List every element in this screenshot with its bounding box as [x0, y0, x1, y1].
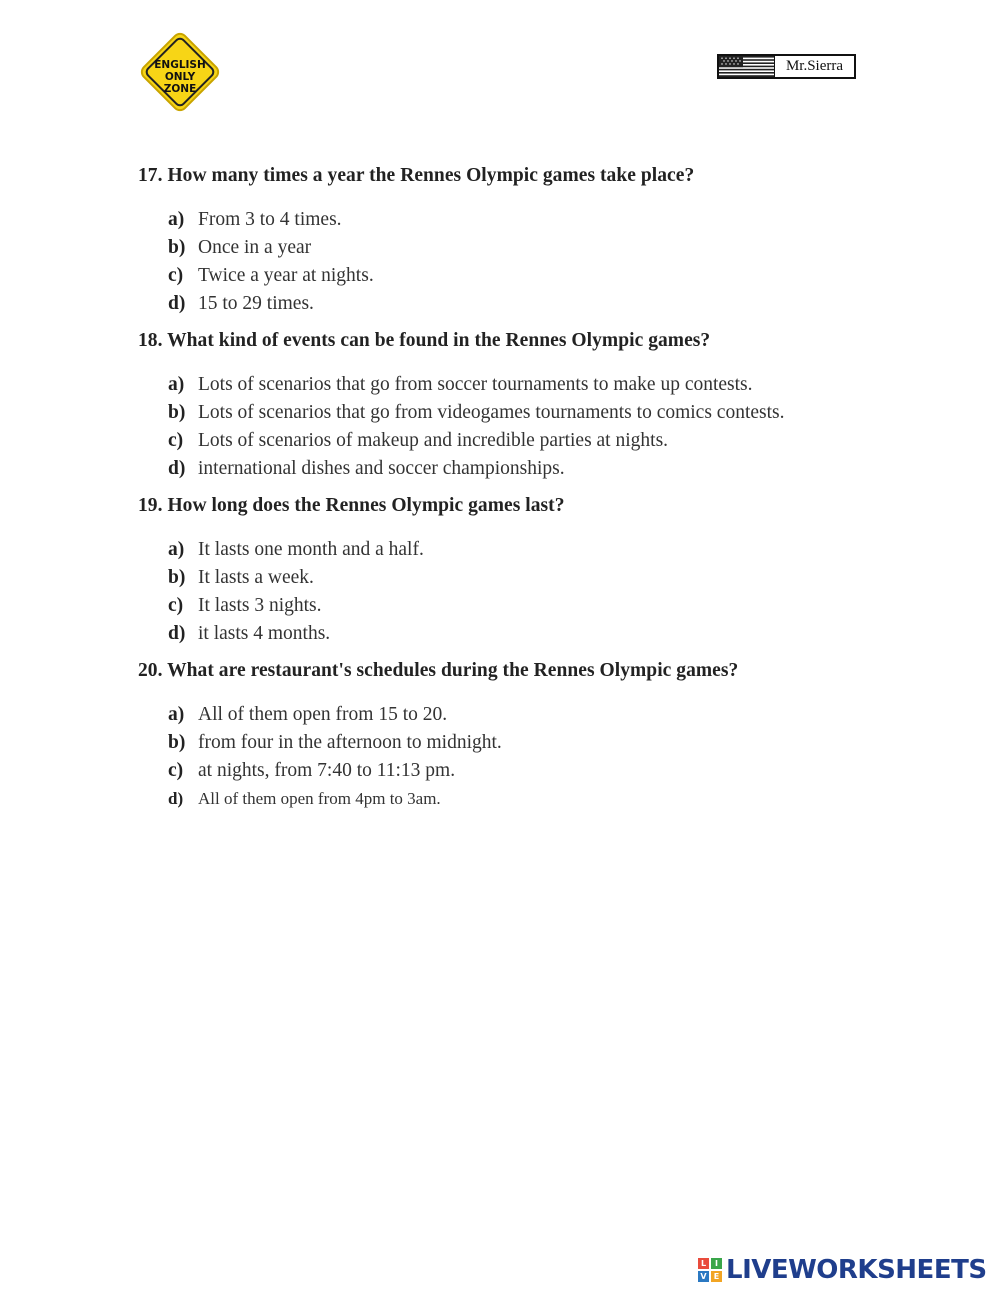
option-letter: d) — [168, 623, 186, 644]
option-b[interactable] — [168, 234, 898, 262]
option-letter: d) — [168, 293, 186, 314]
option-d[interactable] — [168, 785, 898, 813]
option-a[interactable] — [168, 536, 898, 564]
sign-line-3: ZONE — [163, 83, 197, 95]
option-list — [138, 206, 898, 318]
question-title: 19. How long does the Rennes Olympic games last? — [138, 495, 565, 516]
option-text: international dishes and soccer championships. — [198, 458, 565, 479]
caution-sign-icon — [137, 29, 223, 115]
option-text: from four in the afternoon to midnight. — [198, 732, 502, 753]
option-c[interactable] — [168, 757, 898, 785]
option-letter: b) — [168, 402, 186, 423]
option-text: All of them open from 4pm to 3am. — [198, 789, 441, 808]
option-text: Lots of scenarios that go from videogames tournaments to comics contests. — [198, 402, 785, 423]
option-c[interactable] — [168, 592, 898, 620]
option-text: Lots of scenarios of makeup and incredible parties at nights. — [198, 430, 669, 451]
option-d[interactable] — [168, 455, 898, 483]
option-text: at nights, from 7:40 to 11:13 pm. — [198, 760, 456, 781]
option-letter: a) — [168, 704, 185, 725]
question-title: 18. What kind of events can be found in the Rennes Olympic games? — [138, 330, 711, 351]
square-v: V — [698, 1271, 709, 1282]
option-letter: c) — [168, 760, 184, 781]
question-18 — [138, 328, 898, 483]
liveworksheets-logo[interactable] — [698, 1254, 987, 1286]
option-letter: a) — [168, 209, 185, 230]
question-title: 17. How many times a year the Rennes Olympic games take place? — [138, 165, 695, 186]
sign-line-2: ONLY — [164, 71, 196, 83]
option-list — [138, 536, 898, 648]
option-text: 15 to 29 times. — [198, 293, 314, 314]
liveworksheets-wordmark: LIVEWORKSHEETS — [726, 1255, 987, 1285]
question-20 — [138, 658, 898, 813]
option-b[interactable] — [168, 564, 898, 592]
liveworksheets-squares-icon — [698, 1258, 722, 1282]
option-list — [138, 701, 898, 813]
square-i: I — [711, 1258, 722, 1269]
option-a[interactable] — [168, 371, 898, 399]
option-text: it lasts 4 months. — [198, 623, 331, 644]
option-c[interactable] — [168, 262, 898, 290]
option-list — [138, 371, 898, 483]
quiz — [138, 163, 898, 823]
us-flag-icon — [719, 56, 775, 77]
option-letter: a) — [168, 539, 185, 560]
option-letter: c) — [168, 265, 184, 286]
option-text: From 3 to 4 times. — [198, 209, 342, 230]
option-text: Lots of scenarios that go from soccer tournaments to make up contests. — [198, 374, 753, 395]
sign-line-1: ENGLISH — [154, 59, 206, 71]
option-text: It lasts one month and a half. — [198, 539, 424, 560]
option-letter: c) — [168, 595, 184, 616]
brand-name: Mr.Sierra — [785, 58, 844, 74]
option-text: Once in a year — [198, 237, 312, 258]
question-title: 20. What are restaurant's schedules during the Rennes Olympic games? — [138, 660, 739, 681]
option-text: It lasts 3 nights. — [198, 595, 322, 616]
option-text: All of them open from 15 to 20. — [198, 704, 448, 725]
option-b[interactable] — [168, 399, 898, 427]
question-17 — [138, 163, 898, 318]
option-d[interactable] — [168, 290, 898, 318]
option-letter: b) — [168, 237, 186, 258]
option-d[interactable] — [168, 620, 898, 648]
option-letter: b) — [168, 732, 186, 753]
option-b[interactable] — [168, 729, 898, 757]
option-a[interactable] — [168, 701, 898, 729]
option-letter: a) — [168, 374, 185, 395]
option-letter: c) — [168, 430, 184, 451]
option-text: It lasts a week. — [198, 567, 314, 588]
option-letter: d) — [168, 458, 186, 479]
author-brand — [717, 54, 856, 79]
question-19 — [138, 493, 898, 648]
square-e: E — [711, 1271, 722, 1282]
option-text: Twice a year at nights. — [198, 265, 374, 286]
option-a[interactable] — [168, 206, 898, 234]
option-c[interactable] — [168, 427, 898, 455]
english-only-zone-sign — [137, 29, 223, 115]
option-letter: b) — [168, 567, 186, 588]
option-letter: d) — [168, 789, 184, 808]
square-l: L — [698, 1258, 709, 1269]
